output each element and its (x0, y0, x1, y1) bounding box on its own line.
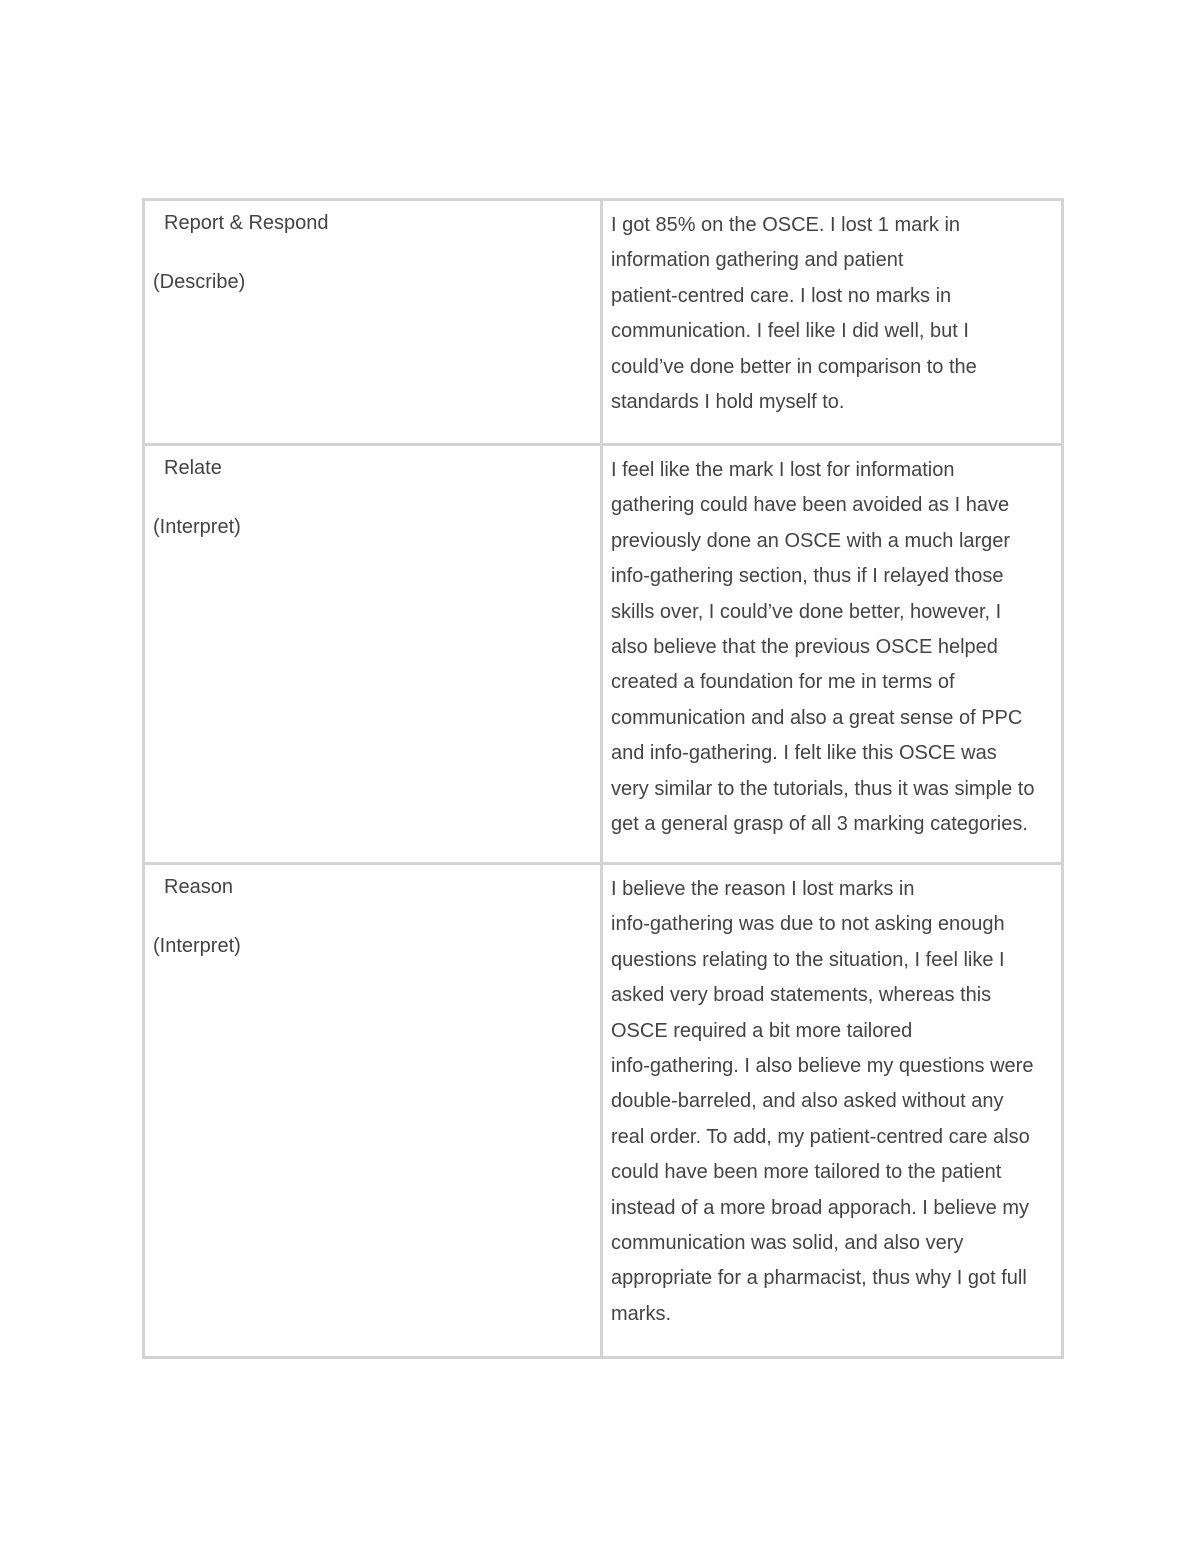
reflection-cell (602, 200, 1063, 445)
stage-title: Report & Respond (164, 212, 329, 234)
reflection-cell (602, 864, 1063, 1358)
reflection-table (142, 198, 1064, 1359)
table-row-reason (144, 864, 1063, 1358)
reflection-text: I believe the reason I lost marks in info-gathering was due to not asking enough questions relating to the situation, I feel like I asked very broad statements, whereas this OSCE required a bit more tailored info-gathering. I also believe my questions were double-barreled, and also asked without any real order. To add, my patient-centred care also could have been more tailored to the patient instead of a more broad apporach. I believe my communication was solid, and also very appropriate for a pharmacist, thus why I got full marks. (611, 878, 1034, 1325)
stage-mode: (Describe) (153, 271, 246, 293)
reflection-cell (602, 445, 1063, 864)
stage-cell (144, 200, 602, 445)
table-row-relate (144, 445, 1063, 864)
stage-mode: (Interpret) (153, 935, 241, 957)
stage-cell (144, 864, 602, 1358)
stage-title: Relate (164, 457, 222, 479)
stage-title: Reason (164, 876, 233, 898)
reflection-text: I got 85% on the OSCE. I lost 1 mark in information gathering and patient patient-centred care. I lost no marks in communication. I feel like I did well, but I could’ve done better in comparison to the standards I hold myself to. (611, 214, 977, 414)
reflection-text: I feel like the mark I lost for information gathering could have been avoided as I have previously done an OSCE with a much larger info-gathering section, thus if I relayed those skills over, I could’ve done better, however, I also believe that the previous OSCE helped created a foundation for me in terms of communication and also a great sense of PPC and info-gathering. I felt like this OSCE was very similar to the tutorials, thus it was simple to get a general grasp of all 3 marking categories. (611, 459, 1035, 836)
stage-cell (144, 445, 602, 864)
stage-mode: (Interpret) (153, 516, 241, 538)
table-row-report-respond (144, 200, 1063, 445)
